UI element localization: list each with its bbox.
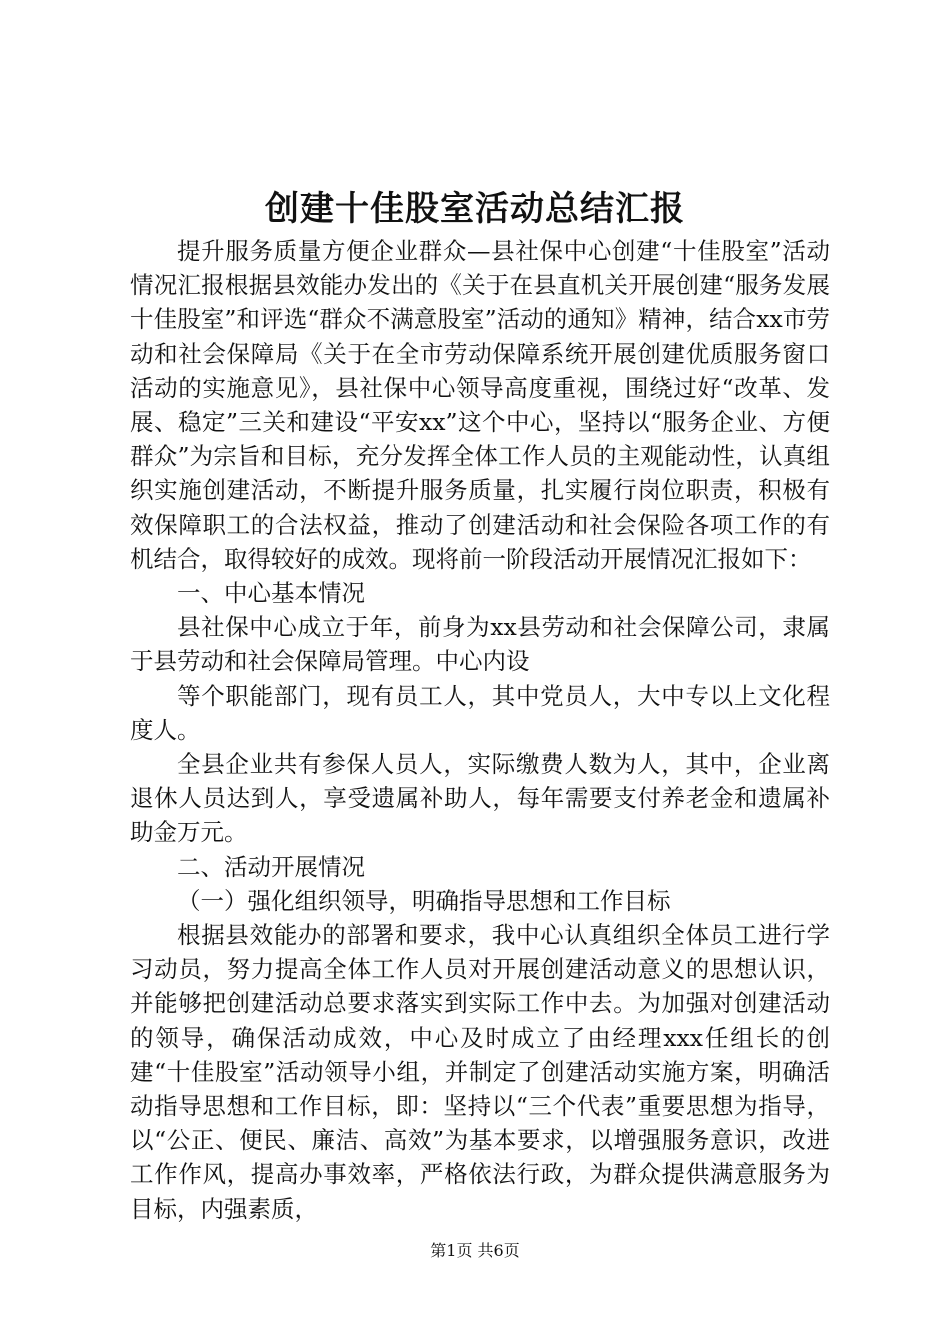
- paragraph-staff: 等个职能部门，现有员工人，其中党员人，大中专以上文化程度人。: [130, 681, 830, 744]
- intro-paragraph: 提升服务质量方便企业群众—县社保中心创建“十佳股室”活动情况汇报根据县效能办发出的《关于在县直机关开展创建“服务发展十佳股室”和评选“群众不满意股室”活动的通知》精神，结合xx市劳动和社会保障局《关于在全市劳动保障系统开展创建优质服务窗口活动的实施意见》，县社保中心领导高度重视，围绕过好“改革、发展、稳定”三关和建设“平安xx”这个中心，坚持以“服务企业、方便群众”为宗旨和目标，充分发挥全体工作人员的主观能动性，认真组织实施创建活动，不断提升服务质量，扎实履行岗位职责，积极有效保障职工的合法权益，推动了创建活动和社会保险各项工作的有机结合，取得较好的成效。现将前一阶段活动开展情况汇报如下：: [130, 237, 830, 573]
- paragraph-center-founding: 县社保中心成立于年，前身为xx县劳动和社会保障公司，隶属于县劳动和社会保障局管理。中心内设: [130, 613, 830, 676]
- section-heading-basic-info: 一、中心基本情况: [177, 579, 365, 608]
- page-footer: 第1页 共6页: [430, 1241, 520, 1260]
- section-heading-activities: 二、活动开展情况: [177, 852, 365, 881]
- paragraph-insured: 全县企业共有参保人员人，实际缴费人数为人，其中，企业离退休人员达到人，享受遗属补助人，每年需要支付养老金和遗属补助金万元。: [130, 750, 830, 847]
- paragraph-leadership: 根据县效能办的部署和要求，我中心认真组织全体员工进行学习动员，努力提高全体工作人员对开展创建活动意义的思想认识，并能够把创建活动总要求落实到实际工作中去。为加强对创建活动的领导，确保活动成效，中心及时成立了由经理xxx任组长的创建“十佳股室”活动领导小组，并制定了创建活动实施方案，明确活动指导思想和工作目标，即：坚持以“三个代表”重要思想为指导，以“公正、便民、廉洁、高效”为基本要求，以增强服务意识，改进工作作风，提高办事效率，严格依法行政，为群众提供满意服务为目标，内强素质，: [130, 921, 830, 1223]
- subsection-heading-leadership: （一）强化组织领导，明确指导思想和工作目标: [177, 886, 671, 915]
- document-title: 创建十佳股室活动总结汇报: [265, 189, 685, 229]
- document-body: [130, 234, 830, 1226]
